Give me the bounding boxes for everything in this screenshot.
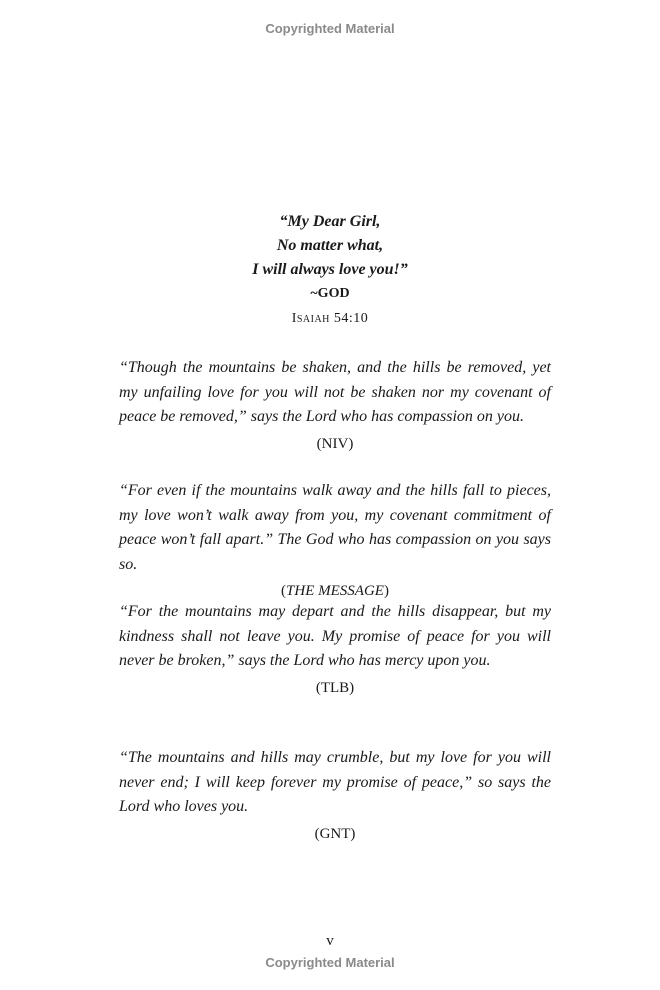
verse-message <box>119 479 551 602</box>
verse-text: “For the mountains may depart and the hills disappear, but my kindness shall not leave you. My promise of peace for you will never be broken,” says the Lord who has mercy upon you. <box>119 603 551 669</box>
verse-text: “For even if the mountains walk away and the hills fall to pieces, my love won’t walk away from you, my covenant commitment of peace won’t fall apart.” The God who has compassion on you says so. <box>119 482 551 573</box>
dedication-line: “My Dear Girl, <box>279 213 381 230</box>
translation-paren-open: ( <box>281 583 287 599</box>
dedication-line: No matter what, <box>276 237 384 254</box>
verse-niv <box>119 356 551 455</box>
translation-paren-close: ) <box>383 583 389 599</box>
verse-text: “The mountains and hills may crumble, but my love for you will never end; I will keep forever my promise of peace,” so says the Lord who loves you. <box>119 749 551 815</box>
verse-text: “Though the mountains be shaken, and the hills be removed, yet my unfailing love for you will not be shaken nor my covenant of peace be removed,” says the Lord who has compassion on you. <box>119 359 551 425</box>
translation-label: (NIV) <box>316 435 354 452</box>
page-number: v <box>326 933 334 949</box>
copyright-watermark-top: Copyrighted Material <box>265 21 395 36</box>
verse-tlb <box>119 600 551 699</box>
scripture-reference: Isaiah 54:10 <box>291 311 369 326</box>
dedication-line: I will always love you!” <box>252 261 408 278</box>
translation-name: THE MESSAGE <box>286 583 384 599</box>
copyright-watermark-bottom: Copyrighted Material <box>265 955 395 970</box>
dedication-author: ~GOD <box>310 286 350 301</box>
verse-gnt <box>119 746 551 845</box>
dedication-block <box>0 210 660 330</box>
translation-label <box>119 580 551 602</box>
translation-label: (GNT) <box>314 825 356 842</box>
translation-label: (TLB) <box>315 679 355 696</box>
